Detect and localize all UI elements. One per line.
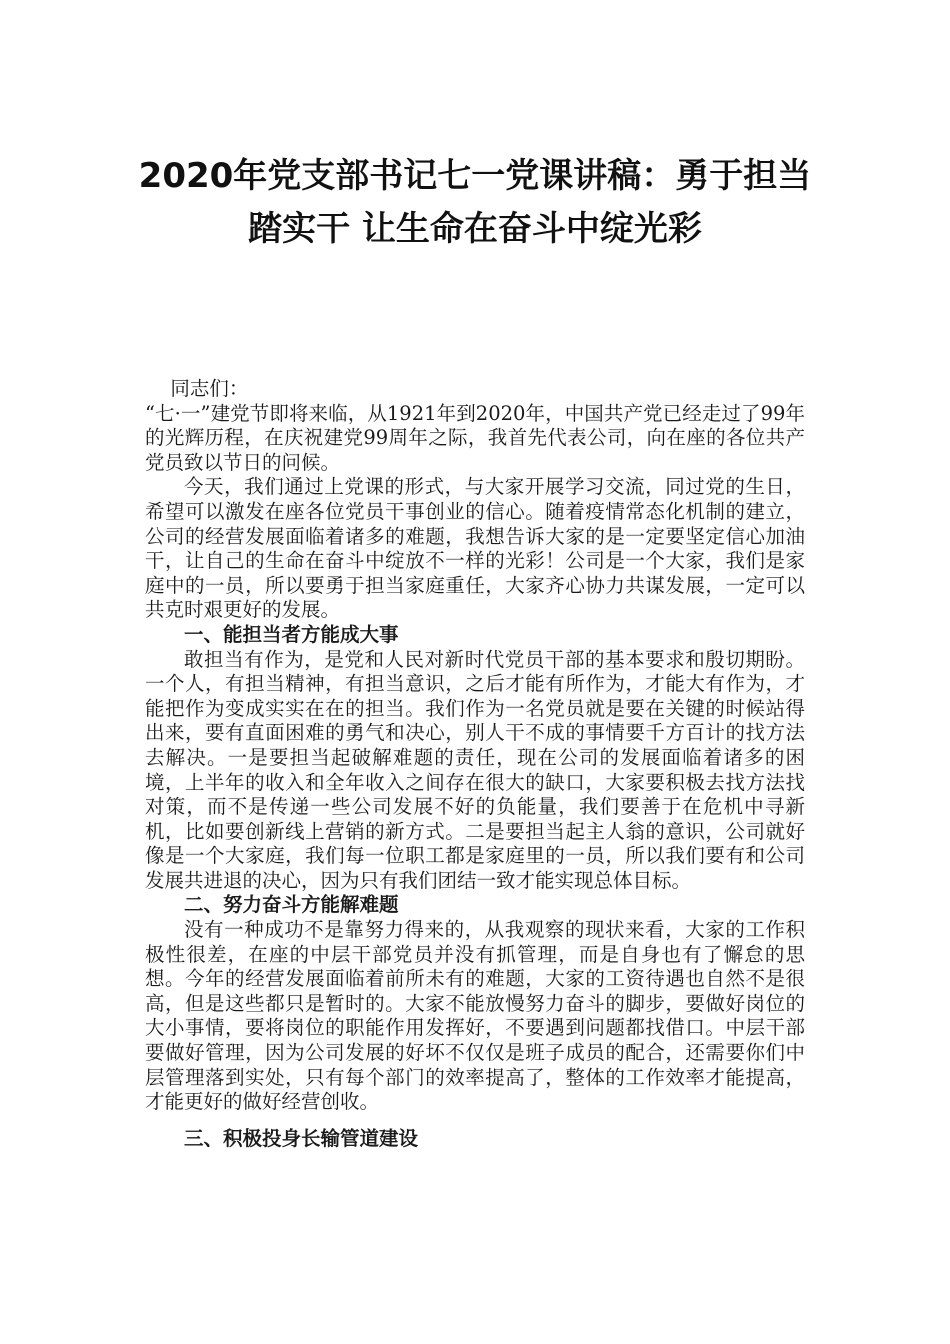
title-line-1: 2020年党支部书记七一党课讲稿：勇于担当 xyxy=(138,156,812,196)
section-heading-2: 二、努力奋斗方能解难题 xyxy=(184,893,399,917)
document-body xyxy=(145,377,805,1151)
paragraph-section-2: 没有一种成功不是靠努力得来的，从我观察的现状来看，大家的工作积极性很差，在座的中层干部党员并没有抓管理，而是自身也有了懈怠的思想。今年的经营发展面临着前所未有的难题，大家的工资待遇也自然不是很高，但是这些都只是暂时的。大家不能放慢努力奋斗的脚步，要做好岗位的大小事情，要将岗位的职能作用发挥好，不要遇到问题都找借口。中层干部要做好管理，因为公司发展的好坏不仅仅是班子成员的配合，还需要你们中层管理落到实处，只有每个部门的效率提高了，整体的工作效率才能提高，才能更好的做好经营创收。 xyxy=(145,918,805,1114)
section-heading-1: 一、能担当者方能成大事 xyxy=(184,622,399,646)
paragraph-intro: “七·一”建党节即将来临，从1921年到2020年，中国共产党已经走过了99年的光辉历程，在庆祝建党99周年之际，我首先代表公司，向在座的各位共产党员致以节日的问候。 xyxy=(145,401,805,474)
document-title xyxy=(100,150,850,256)
paragraph-section-1: 敢担当有作为，是党和人民对新时代党员干部的基本要求和殷切期盼。一个人，有担当精神，有担当意识，之后才能有所作为，才能大有作为，才能把作为变成实实在在的担当。我们作为一名党员就是要在关键的时候站得出来，要有直面困难的勇气和决心，别人干不成的事情要千方百计的找方法去解决。一是要担当起破解难题的责任，现在公司的发展面临着诸多的困境，上半年的收入和全年收入之间存在很大的缺口，大家要积极去找方法找对策，而不是传递一些公司发展不好的负能量，我们要善于在危机中寻新机，比如要创新线上营销的新方式。二是要担当起主人翁的意识，公司就好像是一个大家庭，我们每一位职工都是家庭里的一员，所以我们要有和公司发展共进退的决心，因为只有我们团结一致才能实现总体目标。 xyxy=(145,647,805,892)
title-line-2: 踏实干 让生命在奋斗中绽光彩 xyxy=(248,209,702,249)
paragraph-today: 今天，我们通过上党课的形式，与大家开展学习交流，同过党的生日，希望可以激发在座各位党员干事创业的信心。随着疫情常态化机制的建立，公司的经营发展面临着诸多的难题，我想告诉大家的是一定要坚定信心加油干，让自己的生命在奋斗中绽放不一样的光彩！公司是一个大家，我们是家庭中的一员，所以要勇于担当家庭重任，大家齐心协力共谋发展，一定可以共克时艰更好的发展。 xyxy=(145,475,805,622)
greeting: 同志们： xyxy=(170,377,249,400)
section-heading-3: 三、积极投身长输管道建设 xyxy=(184,1126,419,1150)
